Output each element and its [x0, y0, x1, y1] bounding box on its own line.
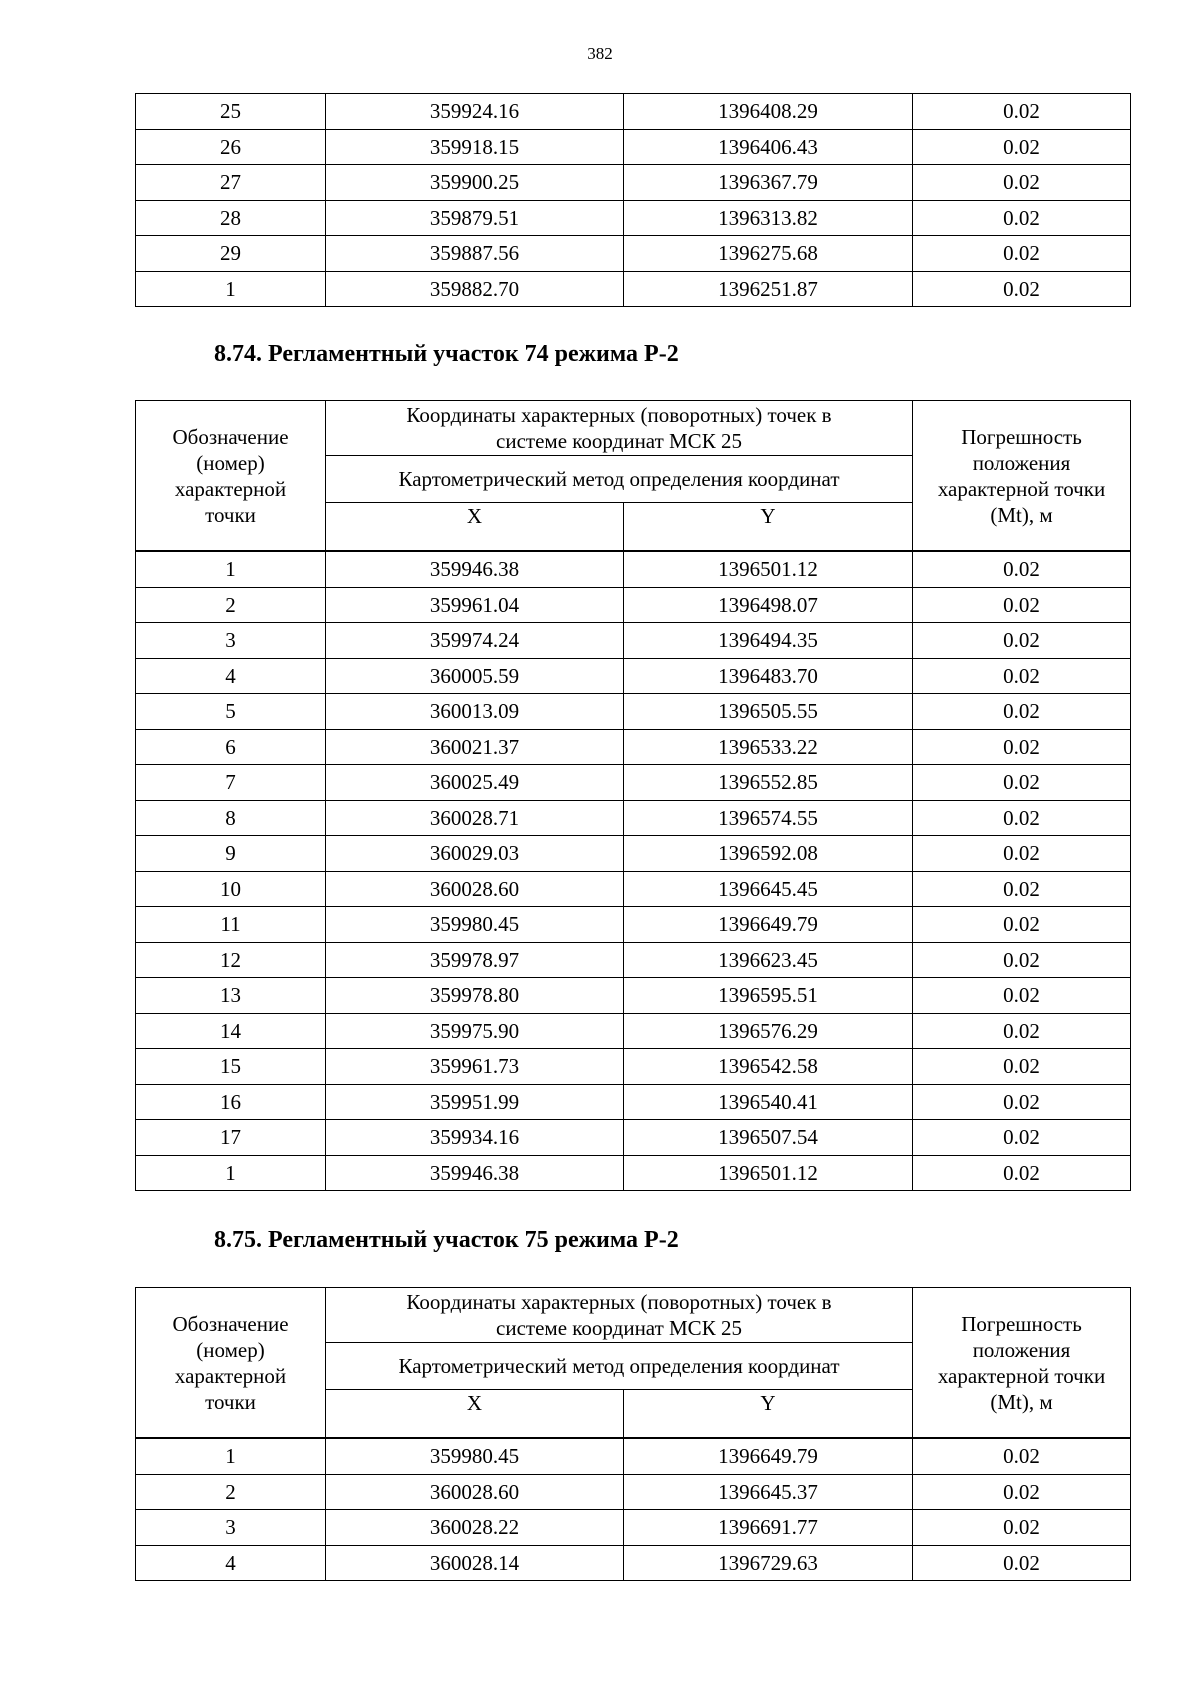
- cell-y: 1396367.79: [624, 165, 913, 201]
- cell-y: 1396540.41: [624, 1084, 913, 1120]
- cell-error: 0.02: [913, 694, 1131, 730]
- cell-error: 0.02: [913, 836, 1131, 872]
- cell-point: 10: [136, 871, 326, 907]
- cell-x: 360021.37: [326, 729, 624, 765]
- cell-x: 359900.25: [326, 165, 624, 201]
- table-body: [136, 1438, 1131, 1581]
- table-row: [136, 94, 1131, 130]
- cell-point: 9: [136, 836, 326, 872]
- cell-x: 359918.15: [326, 129, 624, 165]
- header-coords-line: Координаты характерных (поворотных) точек в: [406, 1290, 832, 1314]
- header-point-line: (номер): [196, 1337, 265, 1362]
- cell-y: 1396645.37: [624, 1474, 913, 1510]
- table-row: [136, 1084, 1131, 1120]
- cell-point: 2: [136, 587, 326, 623]
- cell-y: 1396483.70: [624, 658, 913, 694]
- cell-point: 14: [136, 1013, 326, 1049]
- cell-y: 1396275.68: [624, 236, 913, 272]
- cell-point: 1: [136, 1155, 326, 1191]
- cell-y: 1396533.22: [624, 729, 913, 765]
- table-row: [136, 1013, 1131, 1049]
- cell-error: 0.02: [913, 1155, 1131, 1191]
- cell-y: 1396542.58: [624, 1049, 913, 1085]
- table-row: [136, 800, 1131, 836]
- cell-error: 0.02: [913, 907, 1131, 943]
- table-row: [136, 1120, 1131, 1156]
- cell-x: 359934.16: [326, 1120, 624, 1156]
- cell-x: 359924.16: [326, 94, 624, 130]
- cell-y: 1396406.43: [624, 129, 913, 165]
- cell-error: 0.02: [913, 129, 1131, 165]
- cell-point: 1: [136, 1438, 326, 1474]
- table-row: [136, 236, 1131, 272]
- cell-error: 0.02: [913, 551, 1131, 587]
- cell-x: 359946.38: [326, 551, 624, 587]
- cell-point: 6: [136, 729, 326, 765]
- cell-point: 7: [136, 765, 326, 801]
- header-coords-line: системе координат МСК 25: [496, 429, 742, 453]
- cell-x: 359974.24: [326, 623, 624, 659]
- header-error: [913, 401, 1131, 552]
- cell-error: 0.02: [913, 1013, 1131, 1049]
- header-coords: [326, 401, 913, 456]
- cell-y: 1396649.79: [624, 907, 913, 943]
- table-row: [136, 1510, 1131, 1546]
- cell-y: 1396623.45: [624, 942, 913, 978]
- header-point-line: характерной: [174, 476, 287, 501]
- cell-y: 1396313.82: [624, 200, 913, 236]
- cell-y: 1396501.12: [624, 551, 913, 587]
- cell-x: 359978.97: [326, 942, 624, 978]
- table-row: [136, 129, 1131, 165]
- cell-error: 0.02: [913, 1545, 1131, 1581]
- header-coords-line: Координаты характерных (поворотных) точек в: [406, 403, 832, 427]
- cell-y: 1396592.08: [624, 836, 913, 872]
- cell-error: 0.02: [913, 729, 1131, 765]
- cell-point: 25: [136, 94, 326, 130]
- header-point-line: точки: [205, 502, 256, 527]
- table-row: [136, 907, 1131, 943]
- cell-error: 0.02: [913, 1120, 1131, 1156]
- header-error-line: характерной точки: [937, 1363, 1106, 1388]
- cell-x: 360005.59: [326, 658, 624, 694]
- cell-point: 4: [136, 1545, 326, 1581]
- cell-y: 1396552.85: [624, 765, 913, 801]
- cell-error: 0.02: [913, 1510, 1131, 1546]
- table-row: [136, 200, 1131, 236]
- cell-point: 13: [136, 978, 326, 1014]
- table-body: [136, 94, 1131, 307]
- cell-x: 360028.60: [326, 1474, 624, 1510]
- table-header: [136, 1288, 1131, 1439]
- cell-y: 1396576.29: [624, 1013, 913, 1049]
- table-header: [136, 401, 1131, 552]
- cell-x: 359975.90: [326, 1013, 624, 1049]
- cell-point: 28: [136, 200, 326, 236]
- header-method: Картометрический метод определения координат: [326, 456, 913, 503]
- table-row: [136, 1438, 1131, 1474]
- cell-y: 1396729.63: [624, 1545, 913, 1581]
- cell-error: 0.02: [913, 1084, 1131, 1120]
- cell-y: 1396251.87: [624, 271, 913, 307]
- cell-x: 360028.60: [326, 871, 624, 907]
- header-error-line: характерной точки: [937, 476, 1106, 501]
- cell-x: 359980.45: [326, 907, 624, 943]
- cell-x: 359978.80: [326, 978, 624, 1014]
- cell-point: 4: [136, 658, 326, 694]
- coordinates-table-74: [135, 400, 1131, 1191]
- cell-point: 29: [136, 236, 326, 272]
- header-error-line: (Mt), м: [990, 1389, 1053, 1414]
- cell-error: 0.02: [913, 978, 1131, 1014]
- cell-x: 359946.38: [326, 1155, 624, 1191]
- cell-x: 359879.51: [326, 200, 624, 236]
- cell-x: 360013.09: [326, 694, 624, 730]
- coordinates-table-75: [135, 1287, 1131, 1581]
- cell-error: 0.02: [913, 1438, 1131, 1474]
- table-row: [136, 658, 1131, 694]
- header-point-line: (номер): [196, 450, 265, 475]
- table-row: [136, 942, 1131, 978]
- cell-y: 1396691.77: [624, 1510, 913, 1546]
- header-method: Картометрический метод определения координат: [326, 1343, 913, 1390]
- cell-y: 1396505.55: [624, 694, 913, 730]
- cell-y: 1396574.55: [624, 800, 913, 836]
- cell-point: 17: [136, 1120, 326, 1156]
- cell-y: 1396494.35: [624, 623, 913, 659]
- cell-error: 0.02: [913, 587, 1131, 623]
- page-number: 382: [587, 44, 613, 63]
- cell-x: 359980.45: [326, 1438, 624, 1474]
- cell-point: 3: [136, 1510, 326, 1546]
- header-error-line: положения: [972, 1337, 1071, 1362]
- header-coords: [326, 1288, 913, 1343]
- table-row: [136, 165, 1131, 201]
- header-point: [136, 401, 326, 552]
- cell-point: 3: [136, 623, 326, 659]
- table-row: [136, 836, 1131, 872]
- cell-x: 360028.14: [326, 1545, 624, 1581]
- header-point: [136, 1288, 326, 1439]
- table-row: [136, 1155, 1131, 1191]
- cell-y: 1396498.07: [624, 587, 913, 623]
- section-title-74: 8.74. Регламентный участок 74 режима Р-2: [214, 341, 679, 367]
- table-body: [136, 551, 1131, 1191]
- header-y: Y: [624, 1390, 913, 1439]
- header-y: Y: [624, 503, 913, 552]
- table-row: [136, 978, 1131, 1014]
- header-error-line: положения: [972, 450, 1071, 475]
- header-point-line: Обозначение: [172, 424, 289, 449]
- cell-point: 1: [136, 551, 326, 587]
- cell-y: 1396649.79: [624, 1438, 913, 1474]
- cell-error: 0.02: [913, 1474, 1131, 1510]
- table-row: [136, 1545, 1131, 1581]
- header-point-line: характерной: [174, 1363, 287, 1388]
- table-row: [136, 587, 1131, 623]
- cell-error: 0.02: [913, 871, 1131, 907]
- table-row: [136, 1474, 1131, 1510]
- cell-error: 0.02: [913, 200, 1131, 236]
- cell-x: 360028.71: [326, 800, 624, 836]
- table-row: [136, 551, 1131, 587]
- cell-point: 12: [136, 942, 326, 978]
- cell-x: 359961.04: [326, 587, 624, 623]
- cell-error: 0.02: [913, 800, 1131, 836]
- cell-y: 1396501.12: [624, 1155, 913, 1191]
- cell-point: 15: [136, 1049, 326, 1085]
- cell-x: 359951.99: [326, 1084, 624, 1120]
- cell-error: 0.02: [913, 623, 1131, 659]
- cell-x: 359961.73: [326, 1049, 624, 1085]
- table-row: [136, 271, 1131, 307]
- cell-error: 0.02: [913, 658, 1131, 694]
- cell-error: 0.02: [913, 236, 1131, 272]
- cell-x: 360025.49: [326, 765, 624, 801]
- section-title-75: 8.75. Регламентный участок 75 режима Р-2: [214, 1227, 679, 1253]
- table-row: [136, 765, 1131, 801]
- cell-point: 1: [136, 271, 326, 307]
- cell-x: 359887.56: [326, 236, 624, 272]
- cell-point: 26: [136, 129, 326, 165]
- header-x: X: [326, 503, 624, 552]
- header-error-line: Погрешность: [961, 1311, 1082, 1336]
- cell-point: 5: [136, 694, 326, 730]
- header-coords-line: системе координат МСК 25: [496, 1316, 742, 1340]
- cell-y: 1396645.45: [624, 871, 913, 907]
- coordinates-table-continued: [135, 93, 1131, 307]
- cell-y: 1396595.51: [624, 978, 913, 1014]
- cell-error: 0.02: [913, 94, 1131, 130]
- cell-point: 16: [136, 1084, 326, 1120]
- cell-y: 1396507.54: [624, 1120, 913, 1156]
- cell-x: 360029.03: [326, 836, 624, 872]
- cell-point: 2: [136, 1474, 326, 1510]
- header-error: [913, 1288, 1131, 1439]
- header-error-line: Погрешность: [961, 424, 1082, 449]
- cell-y: 1396408.29: [624, 94, 913, 130]
- header-error-line: (Mt), м: [990, 502, 1053, 527]
- table-row: [136, 623, 1131, 659]
- cell-error: 0.02: [913, 271, 1131, 307]
- table-row: [136, 694, 1131, 730]
- cell-point: 27: [136, 165, 326, 201]
- cell-point: 11: [136, 907, 326, 943]
- table-row: [136, 1049, 1131, 1085]
- cell-x: 360028.22: [326, 1510, 624, 1546]
- cell-point: 8: [136, 800, 326, 836]
- cell-x: 359882.70: [326, 271, 624, 307]
- header-x: X: [326, 1390, 624, 1439]
- table-row: [136, 729, 1131, 765]
- cell-error: 0.02: [913, 942, 1131, 978]
- cell-error: 0.02: [913, 1049, 1131, 1085]
- header-point-line: точки: [205, 1389, 256, 1414]
- cell-error: 0.02: [913, 765, 1131, 801]
- cell-error: 0.02: [913, 165, 1131, 201]
- header-point-line: Обозначение: [172, 1311, 289, 1336]
- table-row: [136, 871, 1131, 907]
